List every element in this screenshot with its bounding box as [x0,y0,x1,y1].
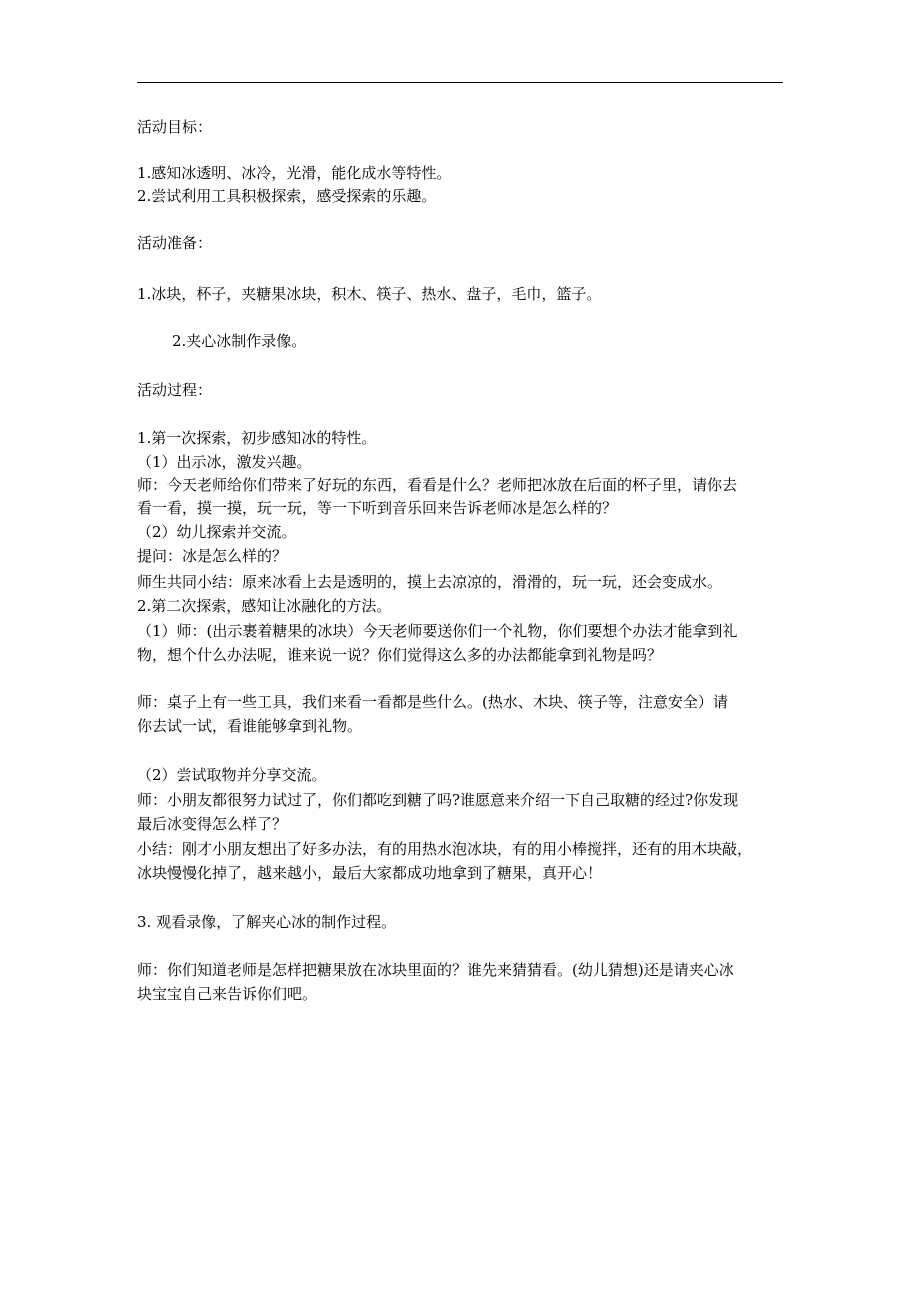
process-2-title: 2.第二次探索，感知让冰融化的方法。 [137,597,392,615]
process-2-teacher-line-1: 师：桌子上有一些工具，我们来看一看都是些什么。(热水、木块、筷子等，注意安全）请 [137,693,728,711]
heading-prep: 活动准备： [137,234,213,252]
goal-1: 1.感知冰透明、冰冷，光滑，能化成水等特性。 [137,164,452,182]
goal-2: 2.尝试利用工具积极探索，感受探索的乐趣。 [137,187,437,205]
process-1-step-2: （2）幼儿探索并交流。 [137,523,297,541]
process-3-teacher-line-2: 块宝宝自己来告诉你们吧。 [137,985,318,1003]
process-1-question: 提问：冰是怎么样的？ [137,547,288,565]
process-1-summary: 师生共同小结：原来冰看上去是透明的，摸上去凉凉的，滑滑的，玩一玩，还会变成水。 [137,573,723,591]
process-2-teacher-line-2: 你去试一试，看谁能够拿到礼物。 [137,717,363,735]
heading-process: 活动过程： [137,381,213,399]
header-rule [137,82,783,83]
prep-1: 1.冰块，杯子，夹糖果冰块，积木、筷子、热水、盘子，毛巾，篮子。 [137,285,602,303]
process-1-step-1: （1）出示冰，激发兴趣。 [137,453,312,471]
process-2-teacher2-line-1: 师：小朋友都很努力试过了，你们都吃到糖了吗?谁愿意来介绍一下自己取糖的经过?你发现 [137,791,739,809]
process-3-title: 3. 观看录像，了解夹心冰的制作过程。 [137,913,397,931]
process-2-step-1-line-1: （1）师：(出示裹着糖果的冰块）今天老师要送你们一个礼物，你们要想个办法才能拿到礼 [137,622,738,640]
process-2-summary-line-1: 小结：刚才小朋友想出了好多办法，有的用热水泡冰块，有的用小棒搅拌，还有的用木块敲， [137,840,753,858]
heading-goals: 活动目标： [137,118,213,136]
process-2-step-2: （2）尝试取物并分享交流。 [137,766,327,784]
process-2-step-1-line-2: 物，想个什么办法呢，谁来说一说？你们觉得这么多的办法都能拿到礼物是吗？ [137,646,663,664]
process-2-teacher2-line-2: 最后冰变得怎么样了？ [137,815,288,833]
process-2-summary-line-2: 冰块慢慢化掉了，越来越小，最后大家都成功地拿到了糖果，真开心！ [137,864,603,882]
process-3-teacher-line-1: 师：你们知道老师是怎样把糖果放在冰块里面的？谁先来猜猜看。(幼儿猜想)还是请夹心冰 [137,961,734,979]
process-1-teacher-line-2: 看一看，摸一摸，玩一玩，等一下听到音乐回来告诉老师冰是怎么样的？ [137,499,618,517]
process-1-teacher-line-1: 师：今天老师给你们带来了好玩的东西，看看是什么？老师把冰放在后面的杯子里，请你去 [137,476,738,494]
process-1-title: 1.第一次探索，初步感知冰的特性。 [137,429,377,447]
prep-2: 2.夹心冰制作录像。 [172,332,307,350]
